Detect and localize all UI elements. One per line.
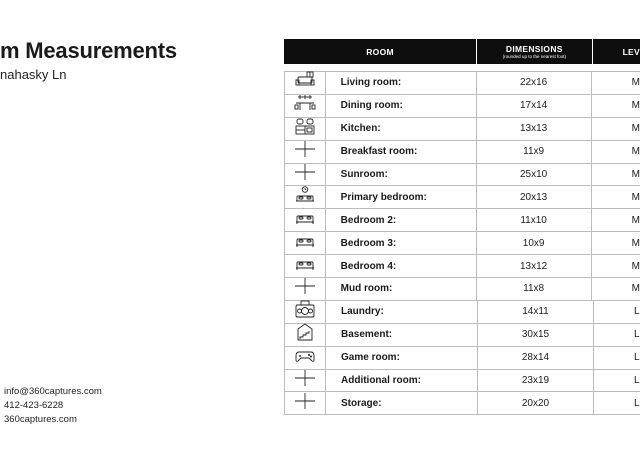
room-name: Living room: [326,72,477,94]
room-level: L [634,306,640,318]
table-row [284,324,640,347]
table-row [284,370,640,393]
room-level: M [631,123,640,135]
room-level: L [634,397,640,409]
room-icon-cell [284,209,326,231]
room-name: Breakfast room: [326,141,477,163]
header-dimensions-note: (rounded up to the nearest foot) [502,53,566,59]
table-body [284,71,640,415]
cross-icon [294,163,316,186]
table-row [284,392,640,415]
room-name: Additional room: [326,370,478,392]
room-dimensions: 11x10 [477,209,592,231]
room-dimensions: 20x20 [478,392,594,414]
table-row [284,118,640,141]
dining-table-icon [294,94,316,117]
room-dimensions: 11x9 [477,141,592,163]
contact-website[interactable]: 360captures.com [4,414,77,425]
washing-machine-icon [294,300,316,323]
table-row [284,209,640,232]
bed-icon [294,209,316,232]
room-icon-cell [284,347,326,369]
room-name: Mud room: [326,278,477,300]
room-level: M [631,260,640,272]
room-name: Game room: [326,347,478,369]
room-dimensions: 13x12 [477,255,592,277]
bed-icon [294,255,316,278]
table-row [284,301,640,324]
room-icon-cell [284,278,326,300]
room-level: M [631,100,640,112]
room-dimensions: 28x14 [478,347,594,369]
room-level: L [634,329,640,341]
room-level: M [631,283,640,295]
room-dimensions: 25x10 [477,164,592,186]
room-dimensions: 10x9 [477,232,592,254]
room-name: Basement: [326,324,478,346]
room-icon-cell [284,232,326,254]
table-row [284,72,640,95]
room-name: Sunroom: [326,164,477,186]
room-name: Bedroom 2: [326,209,477,231]
page-title: m Measurements [0,38,177,63]
room-level: M [631,214,640,226]
table-header [284,39,640,64]
room-name: Laundry: [326,301,478,323]
room-icon-cell [284,370,326,392]
contact-phone[interactable]: 412-423-6228 [4,400,64,411]
address-subtitle: nahasky Ln [0,67,67,82]
room-dimensions: 30x15 [478,324,594,346]
room-dimensions: 17x14 [477,95,592,117]
room-icon-cell [284,186,326,208]
room-level: M [631,237,640,249]
header-dimensions-label: DIMENSIONS [505,43,563,54]
room-level: M [631,169,640,180]
header-level: LEV [622,46,640,57]
room-dimensions: 22x16 [477,72,592,94]
table-row [284,186,640,209]
table-row [284,232,640,255]
bed-clock-icon [294,186,316,209]
room-icon-cell [284,301,326,323]
room-icon-cell [284,141,326,163]
cross-icon [294,392,316,415]
table-row [284,255,640,278]
room-dimensions: 20x13 [477,186,592,208]
room-name: Dining room: [326,95,477,117]
cross-icon [294,369,316,392]
room-icon-cell [284,95,326,117]
room-level: L [634,352,640,364]
room-dimensions: 11x8 [477,278,592,300]
gamepad-icon [294,346,316,369]
table-row [284,141,640,164]
table-row [284,164,640,187]
room-level: M [631,146,640,158]
room-dimensions: 23x19 [478,370,594,392]
header-dimensions [477,39,592,64]
contact-info [4,385,102,427]
table-row [284,95,640,118]
room-icon-cell [284,392,326,414]
room-name: Primary bedroom: [326,186,477,208]
room-icon-cell [284,72,326,94]
room-icon-cell [284,118,326,140]
room-name: Bedroom 3: [326,232,477,254]
room-icon-cell [284,255,326,277]
cross-icon [294,140,316,163]
kitchen-icon [294,117,316,140]
room-level: M [631,77,640,89]
header-room: ROOM [284,39,477,64]
basement-stairs-icon [294,323,316,346]
table-row [284,278,640,301]
cross-icon [294,277,316,300]
sofa-icon [294,71,316,94]
room-dimensions: 13x13 [477,118,592,140]
room-name: Storage: [326,392,478,414]
room-level: M [631,191,640,203]
room-icon-cell [284,164,326,186]
table-row [284,347,640,370]
room-name: Kitchen: [326,118,477,140]
room-name: Bedroom 4: [326,255,477,277]
measurements-table [284,39,640,415]
contact-email[interactable]: info@360captures.com [4,386,102,397]
room-level: L [634,375,640,387]
bed-icon [294,232,316,255]
room-dimensions: 14x11 [478,301,594,323]
room-icon-cell [284,324,326,346]
